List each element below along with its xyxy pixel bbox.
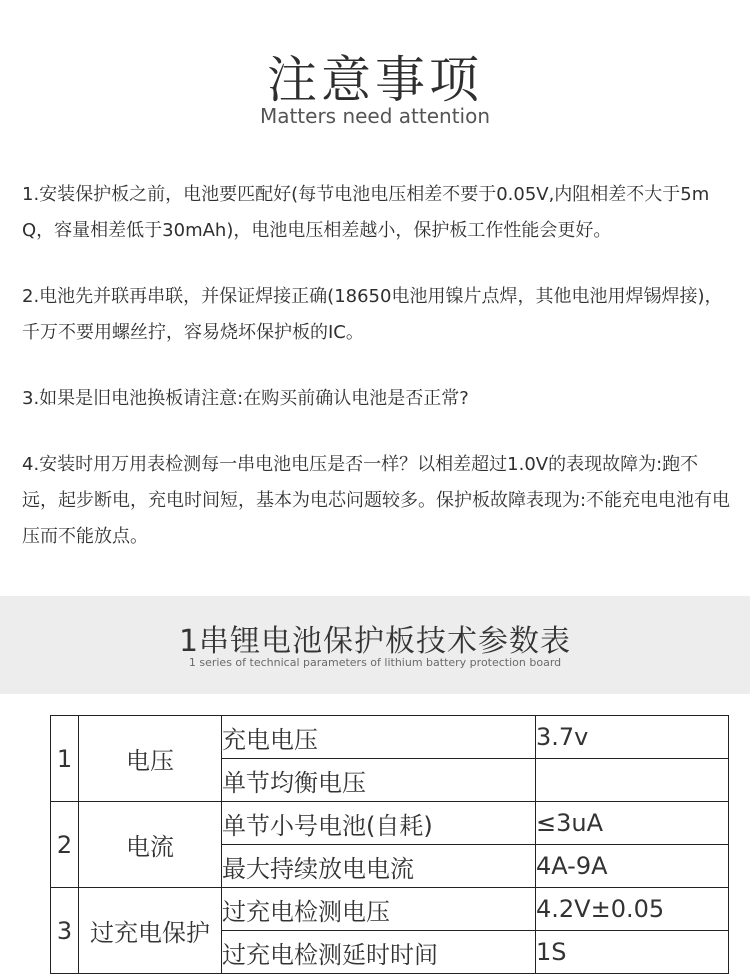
row-number: 3 xyxy=(51,888,79,974)
note-item-4: 4.安装时用万用表检测每一串电池电压是否一样？以相差超过1.0V的表现故障为:跑不远，起步断电，充电时间短，基本为电芯问题较多。保护板故障表现为:不能充电电池有电压而不能放点。 xyxy=(22,454,731,547)
note-item-2: 2.电池先并联再串联，并保证焊接正确(18650电池用镍片点焊，其他电池用焊锡焊接)，千万不要用螺丝拧，容易烧坏保护板的IC。 xyxy=(22,286,723,343)
row-number: 1 xyxy=(51,716,79,802)
note-item-3: 3.如果是旧电池换板请注意:在购买前确认电池是否正常? xyxy=(22,388,469,409)
param-value: 3.7v xyxy=(536,716,729,759)
table-row xyxy=(51,888,729,931)
table-row xyxy=(51,802,729,845)
page-title: 注意事项 xyxy=(267,51,483,109)
row-category: 过充电保护 xyxy=(79,888,222,974)
param-name: 充电电压 xyxy=(222,716,536,759)
param-value: 4A-9A xyxy=(536,845,729,888)
param-value: 4.2V±0.05 xyxy=(536,888,729,931)
param-value: ≤3uA xyxy=(536,802,729,845)
note-item-1: 1.安装保护板之前，电池要匹配好(每节电池电压相差不要于0.05V,内阻相差不大于5mQ，容量相差低于30mAh)，电池电压相差越小，保护板工作性能会更好。 xyxy=(22,184,710,241)
param-value: 1S xyxy=(536,931,729,974)
table-row xyxy=(51,716,729,759)
spec-section-header xyxy=(0,596,750,694)
param-value xyxy=(536,759,729,802)
param-name: 最大持续放电电流 xyxy=(222,845,536,888)
page-subtitle: Matters need attention xyxy=(259,104,491,128)
notes-list xyxy=(22,177,734,585)
param-name: 过充电检测延时时间 xyxy=(222,931,536,974)
param-name: 单节小号电池(自耗) xyxy=(222,802,536,845)
spec-section-title: 1串锂电池保护板技术参数表 xyxy=(178,624,572,659)
row-number: 2 xyxy=(51,802,79,888)
spec-table xyxy=(50,715,729,974)
spec-section-subtitle: 1 series of technical parameters of lithium battery protection board xyxy=(188,656,562,669)
row-category: 电压 xyxy=(79,716,222,802)
row-category: 电流 xyxy=(79,802,222,888)
param-name: 过充电检测电压 xyxy=(222,888,536,931)
param-name: 单节均衡电压 xyxy=(222,759,536,802)
page-header xyxy=(0,0,750,150)
